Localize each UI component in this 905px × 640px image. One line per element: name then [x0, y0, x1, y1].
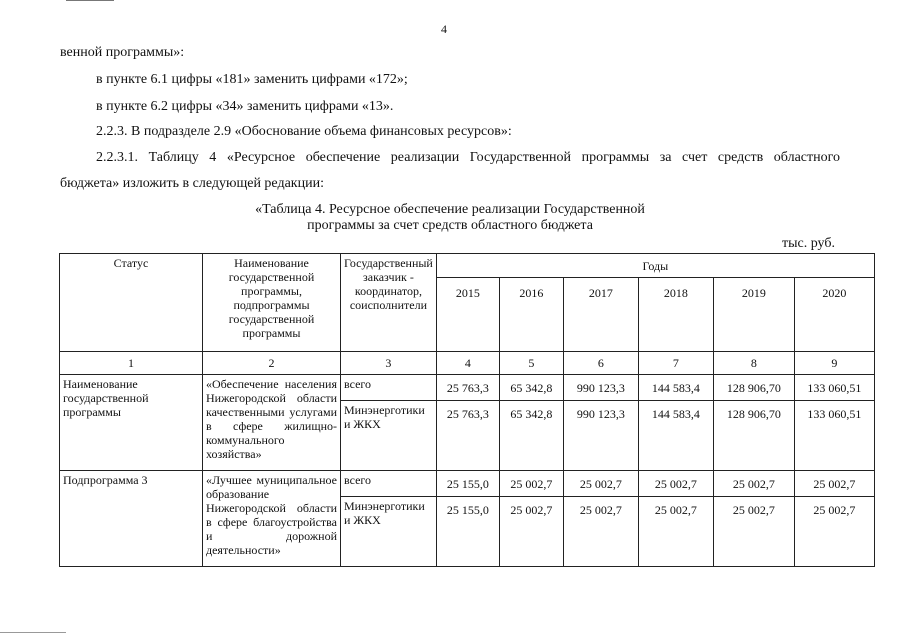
row-value-2019: 128 906,70	[713, 375, 794, 401]
header-year-2016: 2016	[499, 278, 563, 352]
unit-label: тыс. руб.	[782, 236, 835, 251]
row-value-2017: 25 002,7	[563, 471, 638, 497]
row-value-2020: 25 002,7	[794, 497, 874, 567]
row-value-2019: 128 906,70	[713, 401, 794, 471]
intro-line-5: 2.2.3.1. Таблицу 4 «Ресурсное обеспечение реализации Государственной программы за счет средств областного	[96, 150, 840, 165]
row-value-2019: 25 002,7	[713, 471, 794, 497]
table-row	[60, 471, 875, 497]
header-program-name: Наименование государственной программы, подпрограммы государственной программы	[203, 254, 341, 352]
row-value-2015: 25 763,3	[436, 375, 499, 401]
header-year-2018: 2018	[638, 278, 713, 352]
table-title	[180, 202, 720, 234]
row-customer: всего	[341, 375, 437, 401]
intro-line-4: 2.2.3. В подразделе 2.9 «Обоснование объема финансовых ресурсов»:	[96, 124, 512, 139]
table-title-line-1: «Таблица 4. Ресурсное обеспечение реализации Государственной	[255, 202, 645, 217]
intro-line-3: в пункте 6.2 цифры «34» заменить цифрами «13».	[96, 99, 394, 114]
intro-line-1: венной программы»:	[60, 45, 185, 60]
row-value-2019: 25 002,7	[713, 497, 794, 567]
row-value-2017: 25 002,7	[563, 497, 638, 567]
row-value-2015: 25 763,3	[436, 401, 499, 471]
row-value-2020: 25 002,7	[794, 471, 874, 497]
row-value-2015: 25 155,0	[436, 497, 499, 567]
row-value-2015: 25 155,0	[436, 471, 499, 497]
row-value-2020: 133 060,51	[794, 375, 874, 401]
row-value-2016: 65 342,8	[499, 401, 563, 471]
col-number: 6	[563, 352, 638, 375]
header-year-2017: 2017	[563, 278, 638, 352]
header-year-2020: 2020	[794, 278, 874, 352]
row-value-2016: 25 002,7	[499, 497, 563, 567]
header-year-2019: 2019	[713, 278, 794, 352]
col-number: 9	[794, 352, 874, 375]
row-customer: Минэнерготики и ЖКХ	[341, 497, 437, 567]
intro-line-2: в пункте 6.1 цифры «181» заменить цифрами «172»;	[96, 72, 408, 87]
row-customer: Минэнерготики и ЖКХ	[341, 401, 437, 471]
col-number: 4	[436, 352, 499, 375]
row-value-2018: 25 002,7	[638, 471, 713, 497]
row-value-2018: 144 583,4	[638, 375, 713, 401]
row-value-2017: 990 123,3	[563, 375, 638, 401]
row-status: Подпрограмма 3	[60, 471, 203, 567]
row-value-2017: 990 123,3	[563, 401, 638, 471]
row-customer: всего	[341, 471, 437, 497]
header-year-2015: 2015	[436, 278, 499, 352]
header-customer: Государственный заказчик - координатор, соисполнители	[341, 254, 437, 352]
scan-mark-top	[66, 0, 114, 1]
col-number: 5	[499, 352, 563, 375]
header-years-group: Годы	[436, 254, 874, 278]
intro-line-6: бюджета» изложить в следующей редакции:	[60, 176, 324, 191]
header-status: Статус	[60, 254, 203, 352]
row-value-2020: 133 060,51	[794, 401, 874, 471]
row-program-name: «Лучшее муниципальное образование Нижегородской области в сфере благоустройства и дорожной деятельности»	[203, 471, 341, 567]
row-program-name: «Обеспечение населения Нижегородской области качественными услугами в сфере жилищно-коммунального хозяйства»	[203, 375, 341, 471]
row-value-2016: 25 002,7	[499, 471, 563, 497]
col-number: 3	[341, 352, 437, 375]
col-number: 8	[713, 352, 794, 375]
table-title-line-2: программы за счет средств областного бюджета	[307, 218, 593, 233]
scan-mark-bottom	[0, 632, 66, 633]
col-number: 1	[60, 352, 203, 375]
resource-table	[59, 253, 875, 567]
table-row	[60, 375, 875, 401]
row-value-2016: 65 342,8	[499, 375, 563, 401]
row-value-2018: 144 583,4	[638, 401, 713, 471]
col-number: 2	[203, 352, 341, 375]
row-value-2018: 25 002,7	[638, 497, 713, 567]
row-status: Наименование государственной программы	[60, 375, 203, 471]
page-number: 4	[441, 22, 447, 36]
col-number: 7	[638, 352, 713, 375]
